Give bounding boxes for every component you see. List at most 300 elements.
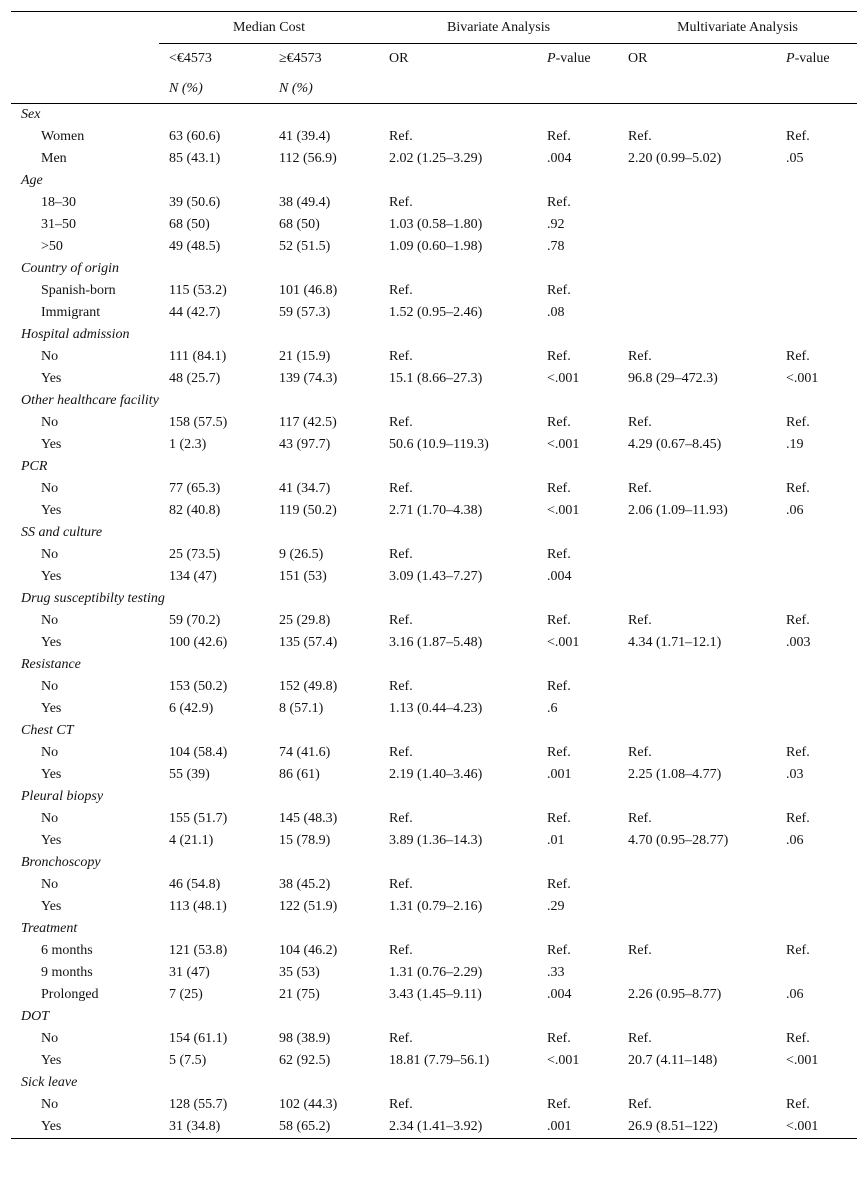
cell-below-cost: 115 (53.2) <box>169 283 227 298</box>
cell-multivariate-pvalue: .06 <box>786 503 804 518</box>
cell-bivariate-or: Ref. <box>389 613 413 628</box>
section-header-row <box>11 588 857 610</box>
cell-bivariate-pvalue: .001 <box>547 1119 572 1134</box>
table-row <box>11 896 857 918</box>
row-label: Yes <box>41 569 62 584</box>
header-bivariate-p: P <box>547 51 556 66</box>
section-title: Hospital admission <box>21 327 130 342</box>
table-row <box>11 1050 857 1072</box>
cell-multivariate-or <box>618 698 776 720</box>
table-row <box>11 500 857 522</box>
section-header-row <box>11 324 857 346</box>
table-row <box>11 368 857 390</box>
row-label: Yes <box>41 1119 62 1134</box>
cell-above-cost: 8 (57.1) <box>279 701 324 716</box>
header-empty-cell <box>11 44 159 75</box>
cell-multivariate-or: 26.9 (8.51–122) <box>628 1119 718 1134</box>
cell-bivariate-or: 3.16 (1.87–5.48) <box>389 635 483 650</box>
header-group-multivariate: Multivariate Analysis <box>618 12 857 44</box>
table-row <box>11 1028 857 1050</box>
section-title: Sick leave <box>21 1075 78 1090</box>
cell-bivariate-pvalue: Ref. <box>547 811 571 826</box>
row-label: No <box>41 877 59 892</box>
cell-below-cost: 6 (42.9) <box>169 701 214 716</box>
cell-below-cost: 68 (50) <box>169 217 210 232</box>
row-label: No <box>41 1097 59 1112</box>
cell-bivariate-pvalue: .92 <box>547 217 565 232</box>
section-header-row <box>11 918 857 940</box>
cell-bivariate-or: 2.71 (1.70–4.38) <box>389 503 483 518</box>
cell-bivariate-or: 3.09 (1.43–7.27) <box>389 569 483 584</box>
cell-multivariate-pvalue: <.001 <box>786 1053 819 1068</box>
section-title: Bronchoscopy <box>21 855 101 870</box>
cell-bivariate-pvalue: .78 <box>547 239 565 254</box>
header-group-row <box>11 12 857 44</box>
cell-bivariate-pvalue: Ref. <box>547 415 571 430</box>
cell-bivariate-or: Ref. <box>389 745 413 760</box>
cell-above-cost: 43 (97.7) <box>279 437 331 452</box>
table-row <box>11 280 857 302</box>
row-label: Immigrant <box>41 305 101 320</box>
row-label: No <box>41 349 59 364</box>
cell-multivariate-pvalue <box>776 698 857 720</box>
cell-below-cost: 154 (61.1) <box>169 1031 228 1046</box>
cell-above-cost: 112 (56.9) <box>279 151 337 166</box>
row-label: 6 months <box>41 943 93 958</box>
cell-multivariate-or <box>618 566 776 588</box>
cell-bivariate-pvalue: .29 <box>547 899 565 914</box>
cell-bivariate-pvalue: Ref. <box>547 547 571 562</box>
cell-below-cost: 25 (73.5) <box>169 547 221 562</box>
cell-bivariate-or: 1.31 (0.79–2.16) <box>389 899 483 914</box>
cell-above-cost: 101 (46.8) <box>279 283 338 298</box>
table-row <box>11 346 857 368</box>
section-header-row <box>11 104 857 126</box>
section-title: Treatment <box>21 921 78 936</box>
table-row <box>11 214 857 236</box>
cell-below-cost: 39 (50.6) <box>169 195 221 210</box>
cell-bivariate-or: Ref. <box>389 129 413 144</box>
table-row <box>11 676 857 698</box>
cell-multivariate-pvalue <box>776 896 857 918</box>
cell-multivariate-pvalue <box>776 676 857 698</box>
cell-multivariate-pvalue: .19 <box>786 437 804 452</box>
table-row <box>11 412 857 434</box>
row-label: No <box>41 613 59 628</box>
cell-multivariate-pvalue: Ref. <box>786 129 810 144</box>
cell-multivariate-or: Ref. <box>628 943 652 958</box>
cell-multivariate-or: 4.29 (0.67–8.45) <box>628 437 722 452</box>
table-row <box>11 698 857 720</box>
cost-analysis-table <box>11 12 857 103</box>
cell-above-cost: 15 (78.9) <box>279 833 331 848</box>
cell-below-cost: 49 (48.5) <box>169 239 221 254</box>
cell-bivariate-or: 15.1 (8.66–27.3) <box>389 371 483 386</box>
header-empty-cell <box>11 74 159 103</box>
cell-bivariate-or: Ref. <box>389 349 413 364</box>
cell-multivariate-or <box>618 676 776 698</box>
section-title: Other healthcare facility <box>21 393 159 408</box>
row-label: Yes <box>41 899 62 914</box>
cell-above-cost: 59 (57.3) <box>279 305 331 320</box>
section-header-row <box>11 456 857 478</box>
row-label: Yes <box>41 701 62 716</box>
cell-multivariate-or: 4.34 (1.71–12.1) <box>628 635 722 650</box>
cell-below-cost: 46 (54.8) <box>169 877 221 892</box>
cell-above-cost: 117 (42.5) <box>279 415 337 430</box>
cell-multivariate-or: 2.25 (1.08–4.77) <box>628 767 722 782</box>
cell-multivariate-or <box>618 874 776 896</box>
cell-bivariate-pvalue: .004 <box>547 151 572 166</box>
cell-bivariate-or: 1.13 (0.44–4.23) <box>389 701 483 716</box>
cell-bivariate-pvalue: Ref. <box>547 195 571 210</box>
header-bivariate-pvalue <box>537 44 618 75</box>
cell-above-cost: 58 (65.2) <box>279 1119 331 1134</box>
section-header-row <box>11 786 857 808</box>
cell-multivariate-pvalue: .06 <box>786 987 804 1002</box>
cell-bivariate-pvalue: Ref. <box>547 129 571 144</box>
cell-bivariate-pvalue: .33 <box>547 965 565 980</box>
cell-multivariate-pvalue <box>776 236 857 258</box>
table-row <box>11 236 857 258</box>
cell-bivariate-or: 50.6 (10.9–119.3) <box>389 437 489 452</box>
cell-above-cost: 25 (29.8) <box>279 613 331 628</box>
row-label: >50 <box>41 239 63 254</box>
cell-multivariate-pvalue <box>776 192 857 214</box>
cell-below-cost: 31 (47) <box>169 965 210 980</box>
cell-multivariate-or <box>618 236 776 258</box>
cell-above-cost: 86 (61) <box>279 767 320 782</box>
cell-multivariate-pvalue: Ref. <box>786 415 810 430</box>
cell-above-cost: 68 (50) <box>279 217 320 232</box>
cell-bivariate-or: 2.19 (1.40–3.46) <box>389 767 483 782</box>
cell-below-cost: 104 (58.4) <box>169 745 228 760</box>
cell-multivariate-or: 96.8 (29–472.3) <box>628 371 718 386</box>
cell-bivariate-or: 3.43 (1.45–9.11) <box>389 987 482 1002</box>
cell-multivariate-pvalue: .003 <box>786 635 811 650</box>
cell-above-cost: 21 (15.9) <box>279 349 331 364</box>
cell-multivariate-or: 2.06 (1.09–11.93) <box>628 503 728 518</box>
cell-bivariate-pvalue: Ref. <box>547 1031 571 1046</box>
section-header-row <box>11 258 857 280</box>
cell-multivariate-pvalue: Ref. <box>786 1097 810 1112</box>
cell-bivariate-or: Ref. <box>389 1097 413 1112</box>
cell-below-cost: 134 (47) <box>169 569 217 584</box>
cell-bivariate-pvalue: .01 <box>547 833 565 848</box>
header-empty-cell <box>379 74 537 103</box>
table-row <box>11 874 857 896</box>
cell-above-cost: 122 (51.9) <box>279 899 338 914</box>
section-header-row <box>11 522 857 544</box>
cell-bivariate-pvalue: <.001 <box>547 503 580 518</box>
cell-multivariate-or: 2.26 (0.95–8.77) <box>628 987 722 1002</box>
row-label: Yes <box>41 1053 62 1068</box>
cell-bivariate-or: Ref. <box>389 1031 413 1046</box>
cell-bivariate-or: Ref. <box>389 877 413 892</box>
row-label: Women <box>41 129 85 144</box>
cell-multivariate-or: Ref. <box>628 415 652 430</box>
cell-multivariate-or: Ref. <box>628 745 652 760</box>
header-multivariate-p: P <box>786 51 795 66</box>
table-row <box>11 192 857 214</box>
cell-multivariate-or: 2.20 (0.99–5.02) <box>628 151 722 166</box>
cell-below-cost: 155 (51.7) <box>169 811 228 826</box>
cell-multivariate-pvalue <box>776 962 857 984</box>
cell-bivariate-pvalue: Ref. <box>547 679 571 694</box>
cell-above-cost: 38 (45.2) <box>279 877 331 892</box>
cell-multivariate-pvalue <box>776 280 857 302</box>
cell-below-cost: 85 (43.1) <box>169 151 221 166</box>
cell-bivariate-or: Ref. <box>389 943 413 958</box>
section-title: SS and culture <box>21 525 103 540</box>
section-header-row <box>11 1072 857 1094</box>
cell-bivariate-or: 1.03 (0.58–1.80) <box>389 217 483 232</box>
header-subcolumn-row <box>11 44 857 75</box>
row-label: Yes <box>41 635 62 650</box>
header-group-median-cost: Median Cost <box>159 12 379 44</box>
cell-below-cost: 48 (25.7) <box>169 371 221 386</box>
cell-below-cost: 158 (57.5) <box>169 415 228 430</box>
cell-above-cost: 35 (53) <box>279 965 320 980</box>
row-label: Men <box>41 151 67 166</box>
row-label: No <box>41 481 59 496</box>
cell-multivariate-or <box>618 192 776 214</box>
table-row <box>11 434 857 456</box>
cell-bivariate-pvalue: .001 <box>547 767 572 782</box>
cell-bivariate-pvalue: .004 <box>547 569 572 584</box>
section-title: Country of origin <box>21 261 120 276</box>
cell-multivariate-or: Ref. <box>628 613 652 628</box>
cell-multivariate-or: 4.70 (0.95–28.77) <box>628 833 729 848</box>
cell-bivariate-or: 3.89 (1.36–14.3) <box>389 833 483 848</box>
row-label: No <box>41 679 59 694</box>
cell-below-cost: 5 (7.5) <box>169 1053 207 1068</box>
row-label: Prolonged <box>41 987 99 1002</box>
cell-above-cost: 21 (75) <box>279 987 320 1002</box>
cell-multivariate-or: Ref. <box>628 349 652 364</box>
cost-analysis-table-container <box>11 11 857 1139</box>
cell-bivariate-or: 18.81 (7.79–56.1) <box>389 1053 490 1068</box>
cell-below-cost: 7 (25) <box>169 987 203 1002</box>
cell-multivariate-or: Ref. <box>628 481 652 496</box>
cell-multivariate-or <box>618 280 776 302</box>
cell-above-cost: 41 (34.7) <box>279 481 331 496</box>
cell-multivariate-pvalue: <.001 <box>786 1119 819 1134</box>
cell-above-cost: 135 (57.4) <box>279 635 338 650</box>
table-row <box>11 632 857 654</box>
header-empty-cell <box>537 74 618 103</box>
table-row <box>11 148 857 170</box>
section-title: PCR <box>21 459 48 474</box>
cell-bivariate-or: 2.34 (1.41–3.92) <box>389 1119 483 1134</box>
header-empty-cell <box>11 12 159 44</box>
table-row <box>11 478 857 500</box>
header-empty-cell <box>776 74 857 103</box>
table-row <box>11 808 857 830</box>
row-label: No <box>41 745 59 760</box>
cell-bivariate-or: Ref. <box>389 679 413 694</box>
header-below-cost: <€4573 <box>169 51 212 66</box>
cell-bivariate-or: Ref. <box>389 481 413 496</box>
row-label: Yes <box>41 767 62 782</box>
cell-multivariate-pvalue <box>776 566 857 588</box>
cell-multivariate-pvalue: Ref. <box>786 613 810 628</box>
row-label: No <box>41 1031 59 1046</box>
cell-below-cost: 113 (48.1) <box>169 899 227 914</box>
cell-multivariate-or: Ref. <box>628 129 652 144</box>
cell-below-cost: 77 (65.3) <box>169 481 221 496</box>
cell-bivariate-pvalue: Ref. <box>547 943 571 958</box>
section-title: Age <box>21 173 43 188</box>
cell-above-cost: 38 (49.4) <box>279 195 331 210</box>
cell-below-cost: 121 (53.8) <box>169 943 228 958</box>
row-label: 18–30 <box>41 195 76 210</box>
section-header-row <box>11 170 857 192</box>
cell-bivariate-pvalue: <.001 <box>547 1053 580 1068</box>
cell-above-cost: 52 (51.5) <box>279 239 331 254</box>
header-group-bivariate: Bivariate Analysis <box>379 12 618 44</box>
cell-bivariate-pvalue: Ref. <box>547 1097 571 1112</box>
cell-multivariate-or <box>618 896 776 918</box>
cell-bivariate-or: Ref. <box>389 283 413 298</box>
cell-below-cost: 153 (50.2) <box>169 679 228 694</box>
cell-multivariate-or <box>618 302 776 324</box>
cell-bivariate-or: 1.31 (0.76–2.29) <box>389 965 483 980</box>
cell-bivariate-or: Ref. <box>389 547 413 562</box>
cell-bivariate-pvalue: Ref. <box>547 613 571 628</box>
table-row <box>11 566 857 588</box>
table-row <box>11 302 857 324</box>
cell-above-cost: 9 (26.5) <box>279 547 324 562</box>
table-bottom-rule <box>11 1138 857 1139</box>
cell-above-cost: 152 (49.8) <box>279 679 338 694</box>
cell-multivariate-or <box>618 544 776 566</box>
table-row <box>11 962 857 984</box>
cell-bivariate-pvalue: .004 <box>547 987 572 1002</box>
cell-multivariate-pvalue: <.001 <box>786 371 819 386</box>
row-label: 9 months <box>41 965 93 980</box>
section-header-row <box>11 1006 857 1028</box>
cell-multivariate-or: Ref. <box>628 1097 652 1112</box>
cell-multivariate-pvalue: Ref. <box>786 745 810 760</box>
cell-multivariate-pvalue: .03 <box>786 767 804 782</box>
cell-below-cost: 31 (34.8) <box>169 1119 221 1134</box>
table-row <box>11 544 857 566</box>
cell-bivariate-or: 1.09 (0.60–1.98) <box>389 239 483 254</box>
header-units-row <box>11 74 857 103</box>
cell-below-cost: 55 (39) <box>169 767 210 782</box>
cell-bivariate-or: 1.52 (0.95–2.46) <box>389 305 483 320</box>
cell-multivariate-pvalue <box>776 544 857 566</box>
cell-below-cost: 128 (55.7) <box>169 1097 228 1112</box>
cell-above-cost: 145 (48.3) <box>279 811 338 826</box>
table-row <box>11 830 857 852</box>
cell-below-cost: 100 (42.6) <box>169 635 228 650</box>
cell-multivariate-pvalue: Ref. <box>786 349 810 364</box>
cell-multivariate-pvalue: Ref. <box>786 811 810 826</box>
cell-multivariate-or <box>618 962 776 984</box>
cell-multivariate-pvalue: .06 <box>786 833 804 848</box>
cell-below-cost: 44 (42.7) <box>169 305 221 320</box>
row-label: Yes <box>41 437 62 452</box>
cell-above-cost: 119 (50.2) <box>279 503 337 518</box>
cell-bivariate-pvalue: <.001 <box>547 371 580 386</box>
table-row <box>11 742 857 764</box>
cell-bivariate-or: Ref. <box>389 415 413 430</box>
row-label: 31–50 <box>41 217 76 232</box>
row-label: No <box>41 547 59 562</box>
cell-bivariate-pvalue: <.001 <box>547 635 580 650</box>
cell-bivariate-pvalue: Ref. <box>547 481 571 496</box>
cell-multivariate-pvalue: Ref. <box>786 1031 810 1046</box>
table-row <box>11 1116 857 1138</box>
section-title: Pleural biopsy <box>21 789 104 804</box>
cell-bivariate-pvalue: Ref. <box>547 877 571 892</box>
header-multivariate-value-suffix: -value <box>794 51 830 66</box>
cell-below-cost: 63 (60.6) <box>169 129 221 144</box>
cell-above-cost: 139 (74.3) <box>279 371 338 386</box>
row-label: Yes <box>41 833 62 848</box>
table-row <box>11 1094 857 1116</box>
section-header-row <box>11 390 857 412</box>
section-title: Resistance <box>21 657 81 672</box>
table-row <box>11 940 857 962</box>
cell-bivariate-pvalue: .08 <box>547 305 565 320</box>
cell-above-cost: 74 (41.6) <box>279 745 331 760</box>
header-multivariate-or: OR <box>628 51 648 66</box>
cell-bivariate-or: Ref. <box>389 195 413 210</box>
cell-multivariate-or: Ref. <box>628 811 652 826</box>
cell-multivariate-pvalue: Ref. <box>786 943 810 958</box>
header-units-below: N (%) <box>169 80 203 96</box>
cell-bivariate-pvalue: <.001 <box>547 437 580 452</box>
section-title: Sex <box>21 107 41 122</box>
cell-above-cost: 98 (38.9) <box>279 1031 331 1046</box>
cell-below-cost: 1 (2.3) <box>169 437 207 452</box>
row-label: Yes <box>41 503 62 518</box>
cell-multivariate-or: Ref. <box>628 1031 652 1046</box>
cell-below-cost: 59 (70.2) <box>169 613 221 628</box>
cell-below-cost: 4 (21.1) <box>169 833 214 848</box>
section-title: DOT <box>21 1009 50 1024</box>
cell-above-cost: 151 (53) <box>279 569 327 584</box>
header-units-above: N (%) <box>279 80 313 96</box>
table-row <box>11 764 857 786</box>
table-row <box>11 126 857 148</box>
cell-above-cost: 62 (92.5) <box>279 1053 331 1068</box>
cell-multivariate-pvalue <box>776 874 857 896</box>
cell-bivariate-pvalue: Ref. <box>547 349 571 364</box>
table-row <box>11 984 857 1006</box>
cell-bivariate-or: Ref. <box>389 811 413 826</box>
header-bivariate-value-suffix: -value <box>555 51 591 66</box>
cell-below-cost: 111 (84.1) <box>169 349 227 364</box>
header-empty-cell <box>618 74 776 103</box>
section-title: Drug susceptibilty testing <box>21 591 165 606</box>
cell-multivariate-or: 20.7 (4.11–148) <box>628 1053 718 1068</box>
cell-below-cost: 82 (40.8) <box>169 503 221 518</box>
header-above-cost: ≥€4573 <box>279 51 322 66</box>
row-label: No <box>41 415 59 430</box>
cell-above-cost: 41 (39.4) <box>279 129 331 144</box>
section-title: Chest CT <box>21 723 74 738</box>
cell-bivariate-pvalue: .6 <box>547 701 558 716</box>
row-label: Yes <box>41 371 62 386</box>
header-multivariate-pvalue <box>776 44 857 75</box>
section-header-row <box>11 852 857 874</box>
table-body <box>11 104 857 1138</box>
cell-multivariate-pvalue <box>776 214 857 236</box>
